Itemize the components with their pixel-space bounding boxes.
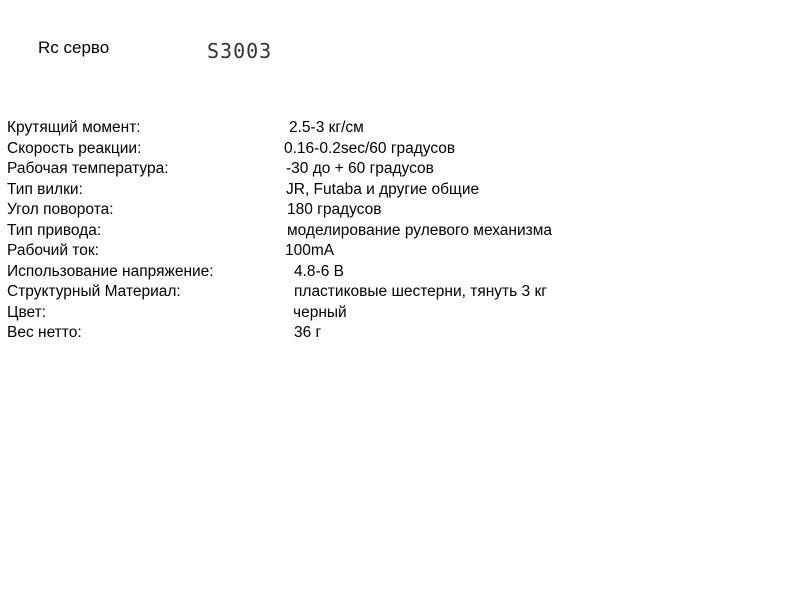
spec-label: Скорость реакции: (7, 139, 142, 157)
spec-value: 100mA (285, 242, 335, 259)
spec-label: Структурный Материал: (7, 283, 181, 300)
spec-row-current (7, 241, 787, 262)
spec-value: 2.5-3 кг/см (289, 119, 364, 136)
spec-row-torque (7, 118, 787, 139)
spec-list (7, 118, 787, 344)
spec-value: 4.8-6 В (294, 262, 344, 280)
spec-row-temperature (7, 159, 787, 180)
spec-row-weight (7, 323, 787, 344)
spec-label: Цвет: (7, 303, 47, 321)
spec-row-plug (7, 180, 787, 201)
spec-value: JR, Futaba и другие общие (286, 180, 480, 198)
spec-value: пластиковые шестерни, тянуть 3 кг (294, 283, 547, 300)
spec-row-material (7, 282, 787, 303)
spec-value: 0.16-0.2sec/60 градусов (284, 139, 456, 157)
spec-row-angle (7, 200, 787, 221)
spec-label: Использование напряжение: (7, 262, 214, 280)
spec-row-speed (7, 139, 787, 160)
spec-value: 36 г (294, 324, 322, 341)
spec-label: Тип вилки: (7, 180, 83, 198)
model-number: S3003 (207, 39, 273, 63)
spec-value: черный (293, 303, 347, 321)
spec-row-drive (7, 221, 787, 242)
page-title: Rc серво (38, 38, 110, 57)
spec-row-voltage (7, 262, 787, 283)
spec-value: 180 градусов (287, 201, 382, 218)
spec-row-color (7, 303, 787, 324)
spec-label: Тип привода: (7, 221, 102, 239)
spec-value: -30 до + 60 градусов (286, 160, 434, 177)
spec-label: Рабочая температура: (7, 160, 169, 177)
spec-value: моделирование рулевого механизма (287, 221, 553, 239)
spec-label: Угол поворота: (7, 201, 114, 218)
spec-label: Рабочий ток: (7, 242, 99, 259)
spec-label: Вес нетто: (7, 324, 82, 341)
spec-label: Крутящий момент: (7, 119, 141, 136)
